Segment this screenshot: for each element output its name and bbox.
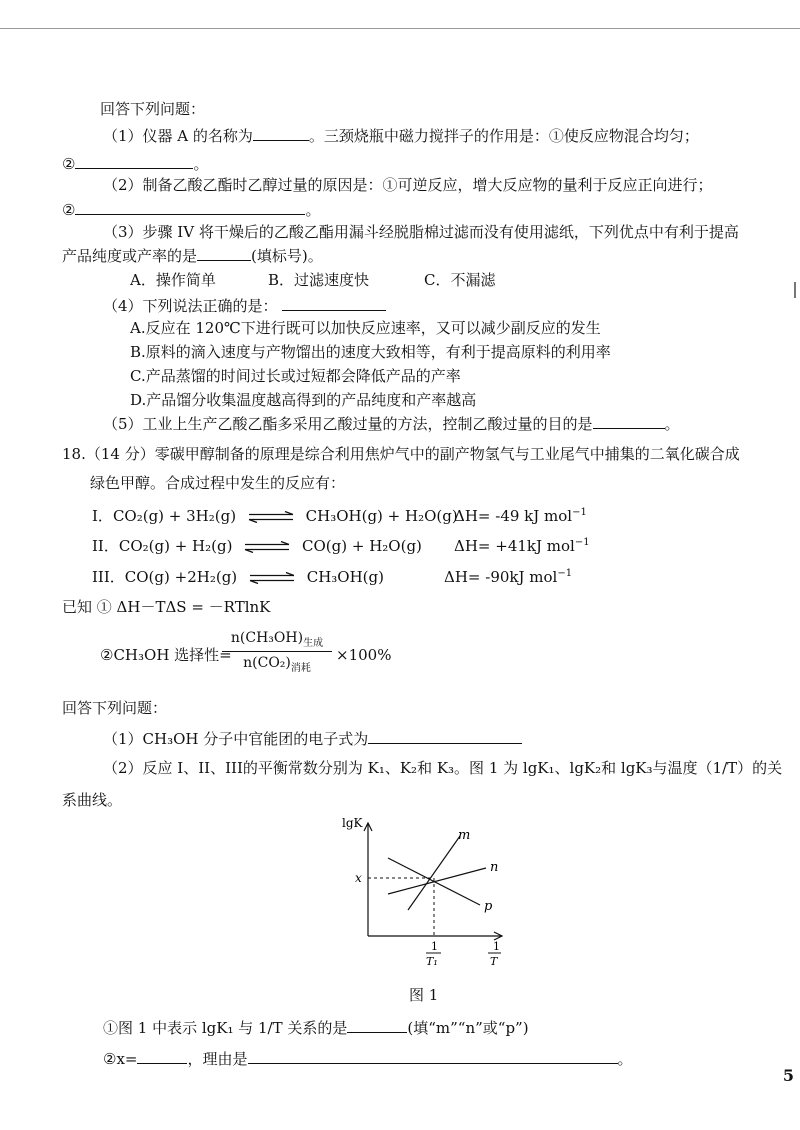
equilibrium-arrow-icon xyxy=(248,572,296,584)
q3-option-b: B．过滤速度快 xyxy=(268,271,370,289)
page-number: 5 xyxy=(782,1066,794,1085)
answer-blank-x-value[interactable] xyxy=(137,1048,187,1064)
question-3-line2: 产品纯度或产率的是 (填标号)。 xyxy=(62,247,323,265)
scan-mark xyxy=(794,282,796,298)
question-18-stem: 18.（14 分）零碳甲醇制备的原理是综合利用焦炉气中的副产物氢气与工业尾气中捕集的二氧化碳合成 xyxy=(62,445,740,463)
x-axis-label-denominator: T xyxy=(490,955,498,968)
sub-question-1: ①图 1 中表示 lgK₁ 与 1/T 关系的是 (填“m”“n”或“p”) xyxy=(103,1019,529,1037)
answer-blank-reason[interactable] xyxy=(248,1048,618,1064)
answer-blank-instrument[interactable] xyxy=(253,125,309,141)
x-value-tick: x xyxy=(355,871,362,885)
sub-question-2: ②x= ，理由是 。 xyxy=(103,1050,633,1068)
q4-option-c: C.产品蒸馏的时间过长或过短都会降低产品的产率 xyxy=(130,367,461,385)
answer-blank-electron-formula[interactable] xyxy=(368,728,522,744)
label-p: p xyxy=(484,899,493,914)
q4-option-b: B.原料的滴入速度与产物馏出的速度大致相等，有利于提高原料的利用率 xyxy=(130,343,611,361)
reaction-2: II．CO₂(g) + H₂(g) CO(g) + H₂O(g) xyxy=(92,537,422,555)
label-n: n xyxy=(490,860,499,875)
line-n xyxy=(388,868,486,894)
t1-numerator: 1 xyxy=(431,940,438,953)
y-axis-label: lgK xyxy=(342,816,363,830)
q4-option-d: D.产品馏分收集温度越高得到的产品纯度和产率越高 xyxy=(130,391,477,409)
question-18-stem-line2: 绿色甲醇。合成过程中发生的反应有： xyxy=(90,474,346,492)
question-4: （4）下列说法正确的是： xyxy=(103,295,386,316)
question-3: （3）步骤 IV 将干燥后的乙酸乙酯用漏斗经脱脂棉过滤而没有使用滤纸，下列优点中有利于提高 xyxy=(103,223,739,241)
part-2: （2）反应 I、II、III的平衡常数分别为 K₁、K₂和 K₃。图 1 为 lgK₁、lgK₂和 lgK₃与温度（1/T）的关 xyxy=(103,759,783,777)
intro-answer-questions: 回答下列问题： xyxy=(100,100,206,118)
equilibrium-arrow-icon xyxy=(247,511,295,523)
reaction-3: III．CO(g) +2H₂(g) CH₃OH(g) xyxy=(92,568,384,586)
fraction-denominator: $n(CO_2)_{消耗}$ xyxy=(243,655,311,674)
label-m: m xyxy=(458,828,471,843)
part-2-line2: 系曲线。 xyxy=(62,791,123,809)
selectivity-times: ×100% xyxy=(336,646,392,664)
t1-denominator: T₁ xyxy=(426,955,438,968)
fraction-numerator: $n(CH_3OH)_{生成}$ xyxy=(230,630,324,649)
part-1: （1）CH₃OH 分子中官能团的电子式为 xyxy=(103,728,522,749)
page-top-border xyxy=(0,28,800,29)
answer-blank-q4[interactable] xyxy=(282,295,386,311)
question-2: （2）制备乙酸乙酯时乙醇过量的原因是：①可逆反应，增大反应物的量利于反应正向进行； xyxy=(103,176,713,194)
reaction-2-enthalpy: ΔH= +41kJ mol$^{-1}$ xyxy=(454,537,590,555)
q3-option-a: A．操作简单 xyxy=(130,271,216,289)
answer-blank-q3[interactable] xyxy=(197,245,251,261)
q4-option-a: A.反应在 120℃下进行既可以加快反应速率，又可以减少副反应的发生 xyxy=(130,319,601,337)
answer-blank-ethanol-reason[interactable] xyxy=(75,199,305,215)
question-5: （5）工业上生产乙酸乙酯多采用乙酸过量的方法，控制乙酸过量的目的是 。 xyxy=(103,415,680,433)
reaction-1: I．CO₂(g) + 3H₂(g) CH₃OH(g) + H₂O(g) xyxy=(92,507,458,525)
reaction-1-enthalpy: ΔH= -49 kJ mol$^{-1}$ xyxy=(454,507,587,525)
answer-blank-q5[interactable] xyxy=(593,413,665,429)
question-2-line2: ② 。 xyxy=(62,201,321,219)
question-1-line2: ② 。 xyxy=(62,155,209,173)
selectivity-label: ②CH₃OH 选择性= xyxy=(100,646,232,664)
figure-1-chart xyxy=(335,815,515,975)
figure-1-caption: 图 1 xyxy=(409,986,439,1004)
reaction-3-enthalpy: ΔH= -90kJ mol$^{-1}$ xyxy=(444,568,573,586)
known-relation: 已知 ① ΔH－TΔS = －RTlnK xyxy=(62,598,271,616)
selectivity-fraction xyxy=(222,630,332,676)
question-1: （1）仪器 A 的名称为 。三颈烧瓶中磁力搅拌子的作用是：①使反应物混合均匀； xyxy=(103,127,699,145)
x-axis-label-numerator: 1 xyxy=(493,940,500,953)
equilibrium-arrow-icon xyxy=(243,541,291,553)
answer-blank-line-choice[interactable] xyxy=(347,1017,407,1033)
q3-option-c: C．不漏滤 xyxy=(424,271,496,289)
fraction-bar xyxy=(222,651,332,652)
answer-blank-stirrer[interactable] xyxy=(75,153,193,169)
intro-answer-questions-2: 回答下列问题： xyxy=(62,699,168,717)
